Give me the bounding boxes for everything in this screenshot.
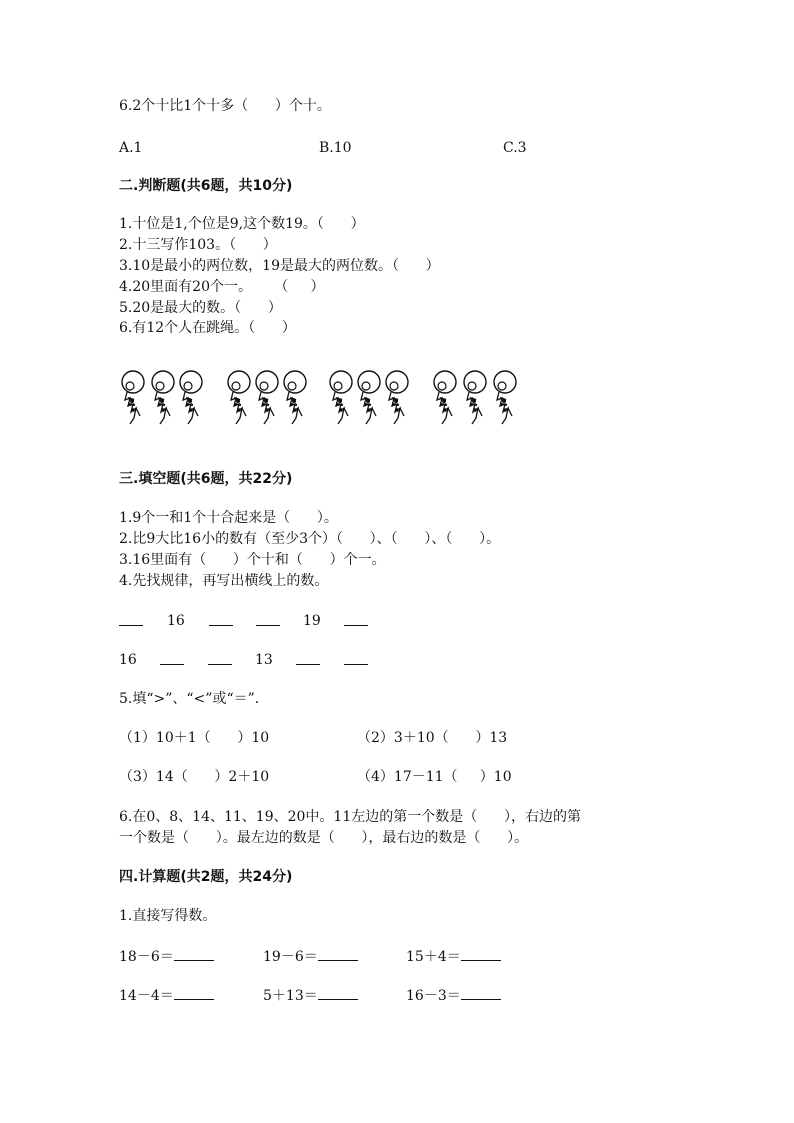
section-2-item-2: 2.十三写作103。（ ） — [119, 237, 277, 253]
seq1-blank-1 — [119, 611, 143, 632]
compare-3: （3）14（ ）2＋10 — [119, 769, 270, 785]
section-4-title: 四.计算题(共2题，共24分) — [119, 869, 293, 885]
section-3-q6-line-1: 6.在0、8、14、11、19、20中。11左边的第一个数是（ ），右边的第 — [119, 809, 581, 825]
seq1-blank-6 — [344, 611, 368, 632]
option-a: A.1 — [119, 140, 143, 156]
seq2-value-4: 13 — [255, 652, 273, 668]
section-2-item-5: 5.20是最大的数。（ ） — [119, 300, 282, 316]
section-2-item-3: 3.10是最小的两位数，19是最大的两位数。（ ） — [119, 258, 440, 274]
seq2-blank-5 — [296, 650, 320, 671]
compare-4: （4）17－11（ ）10 — [357, 769, 512, 785]
section-2-item-4: 4.20里面有20个一。 （ ） — [119, 279, 325, 295]
seq2-blank-3 — [208, 650, 232, 671]
seq1-blank-3 — [209, 611, 233, 632]
section-2-item-6: 6.有12个人在跳绳。（ ） — [119, 320, 296, 336]
section-3-title: 三.填空题(共6题，共22分) — [119, 471, 293, 487]
calc-2: 19－6＝ — [263, 946, 358, 967]
section-3-item-1: 1.9个一和1个十合起来是（ ）。 — [119, 510, 338, 526]
seq1-blank-4 — [256, 611, 280, 632]
section-3-q5-title: 5.填“>”、“<”或“＝”. — [119, 691, 260, 707]
rope-jumping-children-image — [118, 368, 528, 428]
section-2-item-1: 1.十位是1,个位是9,这个数19。（ ） — [119, 216, 365, 232]
seq2-value-1: 16 — [119, 652, 137, 668]
section-4-q1-title: 1.直接写得数。 — [119, 908, 217, 924]
option-c: C.3 — [503, 140, 527, 156]
section-3-item-2: 2.比9大比16小的数有（至少3个）（ ）、（ ）、（ ）。 — [119, 531, 501, 547]
children-illustration — [118, 368, 528, 428]
seq2-blank-6 — [344, 650, 368, 671]
compare-2: （2）3＋10（ ）13 — [357, 730, 508, 746]
section-3-item-4: 4.先找规律，再写出横线上的数。 — [119, 573, 329, 589]
section-2-title: 二.判断题(共6题，共10分) — [119, 178, 293, 194]
section-3-item-3: 3.16里面有（ ）个十和（ ）个一。 — [119, 552, 386, 568]
calc-5: 5＋13＝ — [263, 985, 358, 1006]
calc-6: 16－3＝ — [406, 985, 501, 1006]
seq1-value-5: 19 — [303, 613, 321, 629]
option-b: B.10 — [319, 140, 352, 156]
calc-3: 15＋4＝ — [406, 946, 501, 967]
calc-1: 18－6＝ — [119, 946, 214, 967]
seq2-blank-2 — [160, 650, 184, 671]
question-6-stem: 6.2个十比1个十多（ ）个十。 — [119, 98, 331, 114]
calc-4: 14－4＝ — [119, 985, 214, 1006]
seq1-value-2: 16 — [167, 613, 185, 629]
section-3-q6-line-2: 一个数是（ ）。最左边的数是（ ），最右边的数是（ ）。 — [119, 830, 529, 846]
compare-1: （1）10＋1（ ）10 — [119, 730, 270, 746]
